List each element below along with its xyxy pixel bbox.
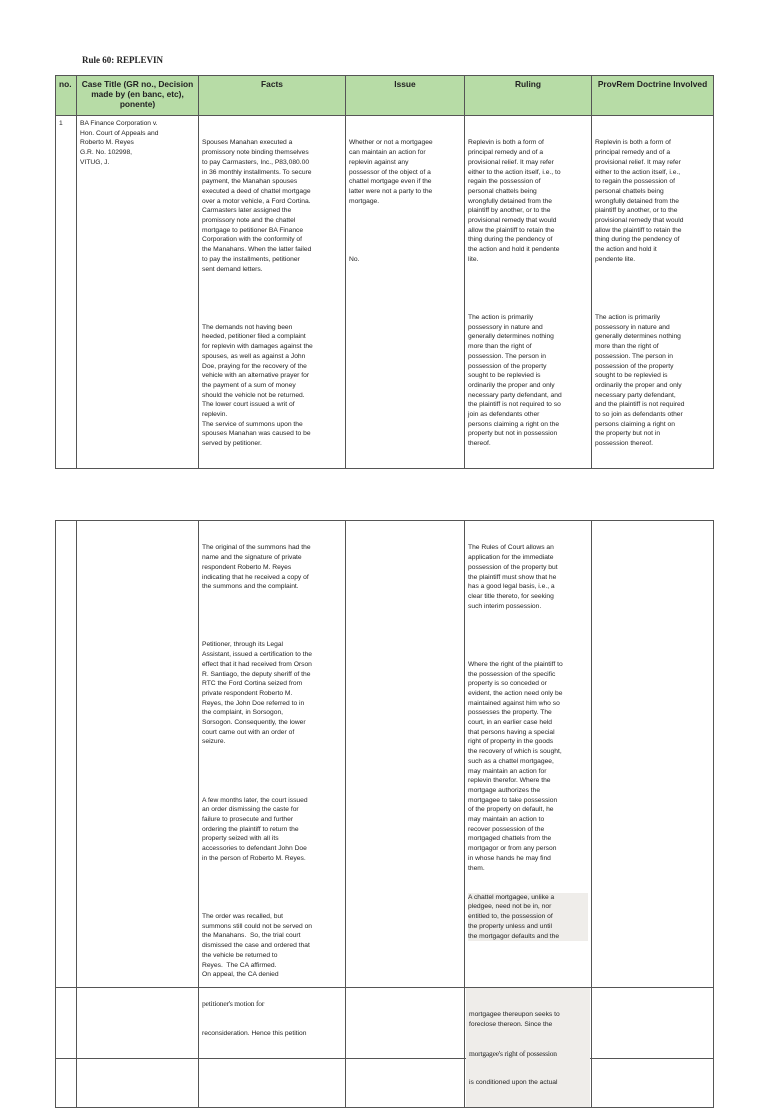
ruling-paragraph-fragment: is conditioned upon the actual [469, 1079, 558, 1087]
table-header-row [56, 76, 714, 116]
ruling-cell [465, 116, 592, 469]
table-row [56, 521, 714, 1059]
doctrine-cell [592, 116, 714, 469]
issue-paragraph: Whether or not a mortgagee can maintain an action for replevin against any possessor of the object of a chattel mortgage even if the latter were not a party to the mortgage. [349, 139, 433, 205]
facts-paragraph-fragment: petitioner's motion for [202, 999, 265, 1009]
ruling-paragraph-fragment: mortgagee's right of possession [469, 1049, 557, 1059]
ruling-cell [465, 521, 592, 1059]
row-number-cell [56, 521, 77, 1059]
facts-paragraph: Petitioner, through its Legal Assistant, issued a certification to the effect that it had received from Orson R. Santiago, the deputy sheriff of the RTC the Ford Cortina seized from private respondent Roberto M. Reyes, the John Doe referred to in the complaint, in Sorsogon, Sorsogon. Consequently, the lower court came out with an order of seizure. [202, 641, 313, 746]
facts-cell [199, 988, 346, 1108]
row-number: 1 [59, 120, 63, 127]
table-row [56, 988, 714, 1108]
facts-paragraph: A few months later, the court issued an order dismissing the caste for failure to prosecute and further ordering the plaintiff to return the property seized with all its accessories to defendant John Doe in the person of Roberto M. Reyes. [202, 796, 308, 862]
ruling-paragraph: The action is primarily possessory in nature and generally determines nothing more than the right of possession. The person in possession of the property sought to be replevied is ordinarily the proper and only necessary party defendant, and the plaintiff is not required to so join as defendants other persons claiming a right on the property but not in possession thereof. [468, 314, 562, 448]
header-ruling: Ruling [465, 76, 592, 116]
row-number-cell [56, 988, 77, 1108]
doctrine-cell [592, 521, 714, 1059]
replevin-table-continued-2 [55, 987, 714, 1108]
header-case-title: Case Title (GR no., Decision made by (en banc, etc), ponente) [77, 76, 199, 116]
ruling-paragraph: Where the right of the plaintiff to the possession of the specific property is so conceded or evident, the action need only be maintained against him who so possesses the property. The court, in an earlier case held that persons having a special right of property in the goods the recovery of which is sought, such as a chattel mortgagee, may maintain an action for replevin therefor. Where the mortgage authorizes the mortgagee to take possession of the property on default, he may maintain an action to recover possession of the mortgaged chattels from the mortgagor or from any person in whose hands he may find them. [468, 660, 563, 872]
doctrine-paragraph: Replevin is both a form of principal remedy and of a provisional relief. It may refer either to the action itself, i.e., to regain the possession of personal chattels being wrongfully detained from the plaintiff by another, or to the provisional remedy that would allow the plaintiff to retain the thing during the pendency of the action and hold it pendente lite. [595, 139, 684, 263]
case-title-cell [77, 521, 199, 1059]
issue-cell [346, 988, 465, 1108]
doctrine-cell [592, 988, 714, 1108]
issue-cell [346, 521, 465, 1059]
ruling-paragraph: mortgagee thereupon seeks to foreclose thereon. Since the [469, 1011, 560, 1029]
facts-paragraph: The demands not having been heeded, petitioner filed a complaint for replevin with damages against the spouses, as well as against a John Doe, praying for the recovery of the vehicle with an alternative prayer for the payment of a sum of money should the vehicle not be returned. The lower court issued a writ of replevin. The service of summons upon the spouses Manahan was caused to be served by petitioner. [202, 323, 313, 448]
header-issue: Issue [346, 76, 465, 116]
facts-paragraph: Spouses Manahan executed a promissory note binding themselves to pay Carmasters, Inc., P83,080.00 in 36 monthly installments. To secure payment, the Manahan spouses executed a deed of chattel mortgage over a motor vehicle, a Ford Cortina. Carmasters later assigned the promissory note and the chattel mortgage to petitioner BA Finance Corporation with the conformity of the Manahans. When the latter failed to pay the installments, petitioner sent demand letters. [202, 139, 312, 273]
facts-cell [199, 116, 346, 469]
replevin-table-main [55, 75, 714, 469]
header-no: no. [56, 76, 77, 116]
replevin-table-continued [55, 520, 714, 1059]
page-title: Rule 60: REPLEVIN [82, 55, 164, 65]
ruling-paragraph: Replevin is both a form of principal remedy and of a provisional relief. It may refer either to the action itself, i.e., to regain the possession of personal chattels being wrongfully detained from the plaintiff by another, or to the provisional remedy that would allow the plaintiff to retain the thing during the pendency of the action and hold it pendente lite. [468, 139, 561, 263]
header-doctrine: ProvRem Doctrine Involved [592, 76, 714, 116]
doctrine-paragraph: The action is primarily possessory in nature and generally determines nothing more than the right of possession. The person in possession of the property sought to be replevied is ordinarily the proper and only necessary party defendant, and the plaintiff is not required to so join as defendants other persons claiming a right on the property but not in possession thereof. [595, 314, 685, 448]
header-facts: Facts [199, 76, 346, 116]
ruling-paragraph: The Rules of Court allows an application for the immediate possession of the property but the plaintiff must show that he has a good legal basis, i.e., a clear title thereto, for seeking such interim possession. [468, 544, 558, 610]
issue-answer: No. [349, 255, 360, 263]
facts-paragraph: The original of the summons had the name and the signature of private respondent Roberto M. Reyes indicating that he received a copy of the summons and the complaint. [202, 544, 311, 591]
table-row [56, 116, 714, 469]
case-title-cell [77, 988, 199, 1108]
case-title-text: BA Finance Corporation v. Hon. Court of Appeals and Roberto M. Reyes G.R. No. 102998, VITUG, J. [80, 120, 159, 166]
ruling-cell [465, 988, 592, 1108]
facts-paragraph: The order was recalled, but summons still could not be served on the Manahans. So, the trial court dismissed the case and ordered that the vehicle be returned to Reyes. The CA affirmed. On appeal, the CA denied [202, 913, 313, 979]
row-number-cell [56, 116, 77, 469]
case-title-cell [77, 116, 199, 469]
issue-cell [346, 116, 465, 469]
ruling-paragraph-highlighted: A chattel mortgagee, unlike a pledgee, need not be in, nor entitled to, the possession of the property unless and until the mortgagor defaults and the [468, 893, 588, 942]
facts-cell [199, 521, 346, 1059]
facts-paragraph-fragment: reconsideration. Hence this petition [202, 1029, 307, 1037]
